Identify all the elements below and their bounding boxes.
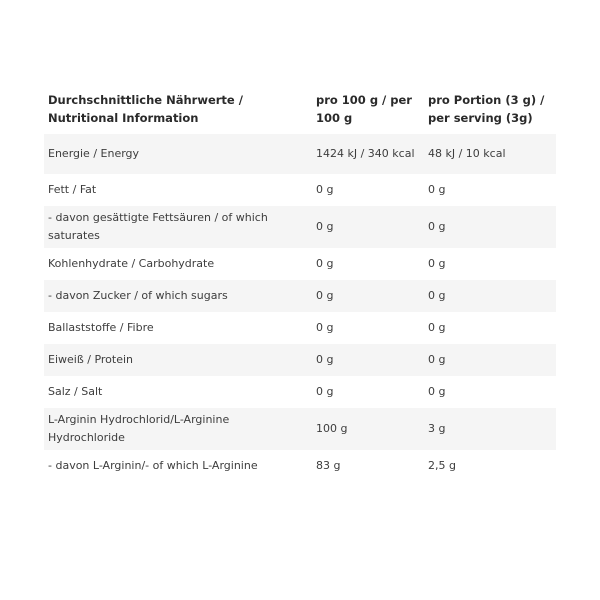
nutrient-name: Kohlenhydrate / Carbohydrate xyxy=(48,257,215,270)
header-per-serving: pro Portion (3 g) / per serving (3g) xyxy=(428,93,545,125)
table-row xyxy=(44,450,556,482)
value-per-100g: 0 g xyxy=(316,257,334,270)
value-per-100g: 1424 kJ / 340 kcal xyxy=(316,147,415,160)
table-row xyxy=(44,248,556,280)
value-per-serving: 0 g xyxy=(428,183,446,196)
table-row xyxy=(44,134,556,174)
value-per-serving: 0 g xyxy=(428,289,446,302)
table-row xyxy=(44,174,556,206)
value-per-serving: 2,5 g xyxy=(428,459,456,472)
table-header-row xyxy=(44,82,556,134)
nutrient-name: - davon L-Arginin/- of which L-Arginine xyxy=(48,459,258,472)
header-nutrient: Durchschnittliche Nährwerte / Nutritional Information xyxy=(48,93,243,125)
value-per-100g: 100 g xyxy=(316,422,348,435)
nutrient-name: - davon gesättigte Fettsäuren / of which saturates xyxy=(48,211,268,242)
nutrition-table xyxy=(44,82,556,482)
value-per-100g: 0 g xyxy=(316,321,334,334)
value-per-serving: 0 g xyxy=(428,257,446,270)
table-row xyxy=(44,408,556,450)
header-per-100g: pro 100 g / per 100 g xyxy=(316,93,412,125)
nutrient-name: Ballaststoffe / Fibre xyxy=(48,321,154,334)
value-per-serving: 3 g xyxy=(428,422,446,435)
table-row xyxy=(44,344,556,376)
value-per-serving: 0 g xyxy=(428,220,446,233)
value-per-serving: 48 kJ / 10 kcal xyxy=(428,147,506,160)
nutrient-name: Salz / Salt xyxy=(48,385,103,398)
value-per-serving: 0 g xyxy=(428,321,446,334)
value-per-100g: 0 g xyxy=(316,183,334,196)
table-row xyxy=(44,280,556,312)
value-per-100g: 0 g xyxy=(316,220,334,233)
value-per-100g: 0 g xyxy=(316,353,334,366)
nutrient-name: Energie / Energy xyxy=(48,147,140,160)
nutrient-name: L-Arginin Hydrochlorid/L-Arginine Hydrochloride xyxy=(48,413,230,444)
value-per-100g: 83 g xyxy=(316,459,341,472)
table-row xyxy=(44,206,556,248)
value-per-serving: 0 g xyxy=(428,385,446,398)
table-row xyxy=(44,312,556,344)
nutrient-name: Eiweiß / Protein xyxy=(48,353,134,366)
nutrient-name: - davon Zucker / of which sugars xyxy=(48,289,228,302)
value-per-100g: 0 g xyxy=(316,385,334,398)
value-per-100g: 0 g xyxy=(316,289,334,302)
table-row xyxy=(44,376,556,408)
value-per-serving: 0 g xyxy=(428,353,446,366)
nutrient-name: Fett / Fat xyxy=(48,183,97,196)
